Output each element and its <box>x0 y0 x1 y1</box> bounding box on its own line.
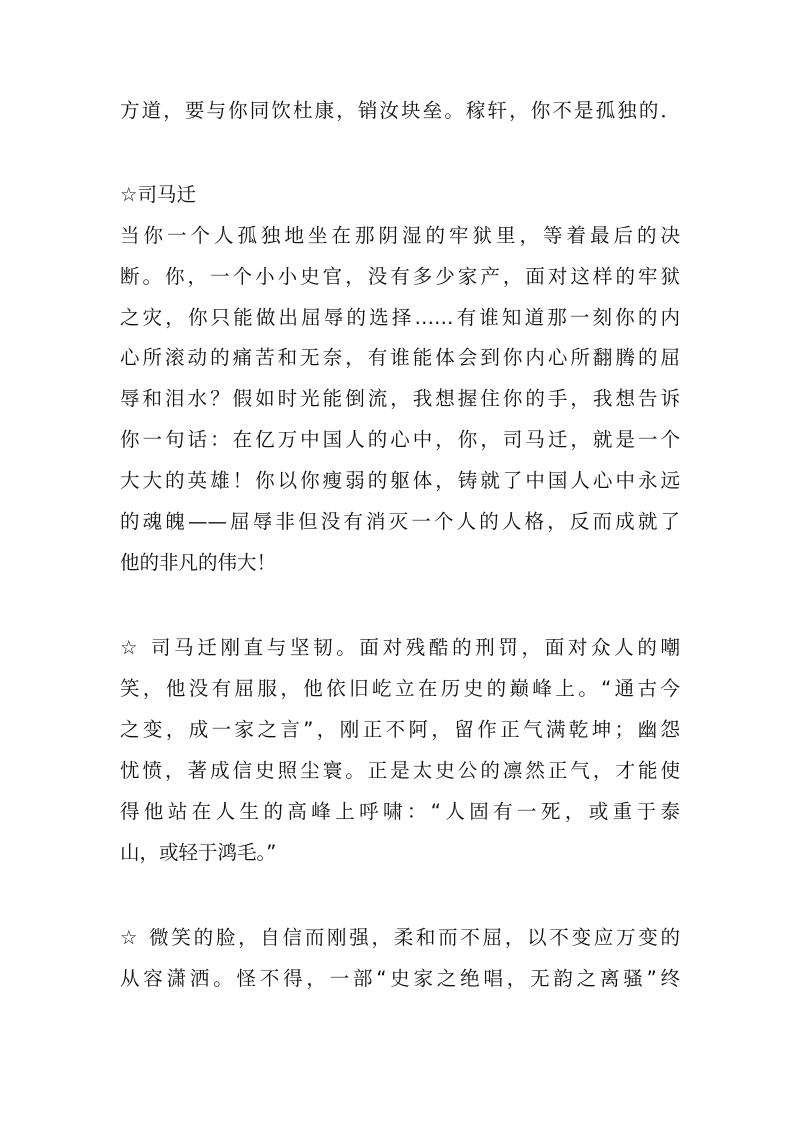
paragraph-line: 之变，成一家之言”，刚正不阿，留作正气满乾坤；幽怨 <box>120 718 680 741</box>
paragraph-line: 得他站在人生的高峰上呼啸：“人固有一死，或重于泰 <box>120 800 680 823</box>
paragraph-line: 忧愤，著成信史照尘寰。正是太史公的凛然正气，才能使 <box>120 759 680 782</box>
paragraph-line: 方道，要与你同饮杜康，销汝块垒。稼轩，你不是孤独的． <box>120 99 680 122</box>
paragraph-line: 笑，他没有屈服，他依旧屹立在历史的巅峰上。“通古今 <box>120 677 680 700</box>
paragraph-line: 的魂魄——屈辱非但没有消灭一个人的人格，反而成就了 <box>120 510 680 533</box>
paragraph-line: 从容潇洒。怪不得，一部“史家之绝唱，无韵之离骚”终 <box>120 967 680 990</box>
paragraph-line: 大大的英雄！你以你瘦弱的躯体，铸就了中国人心中永远 <box>120 469 680 492</box>
paragraph-line: ☆ 微笑的脸，自信而刚强，柔和而不屈，以不变应万变的 <box>120 926 680 949</box>
paragraph-line: 山，或轻于鸿毛。” <box>120 841 277 864</box>
paragraph-line: 你一句话：在亿万中国人的心中，你，司马迁，就是一个 <box>120 428 680 451</box>
paragraph-line: 断。你，一个小小史官，没有多少家产，面对这样的牢狱 <box>120 265 680 288</box>
paragraph-line: 当你一个人孤独地坐在那阴湿的牢狱里，等着最后的决 <box>120 224 680 247</box>
paragraph-line: 辱和泪水？假如时光能倒流，我想握住你的手，我想告诉 <box>120 387 680 410</box>
section-heading: ☆司马迁 <box>120 183 196 206</box>
paragraph-line: 心所滚动的痛苦和无奈，有谁能体会到你内心所翻腾的屈 <box>120 346 680 369</box>
paragraph-line: 之灾，你只能做出屈辱的选择……有谁知道那一刻你的内 <box>120 306 680 329</box>
paragraph-line: ☆ 司马迁刚直与坚韧。面对残酷的刑罚，面对众人的嘲 <box>120 636 680 659</box>
paragraph-line: 他的非凡的伟大！ <box>120 551 277 574</box>
